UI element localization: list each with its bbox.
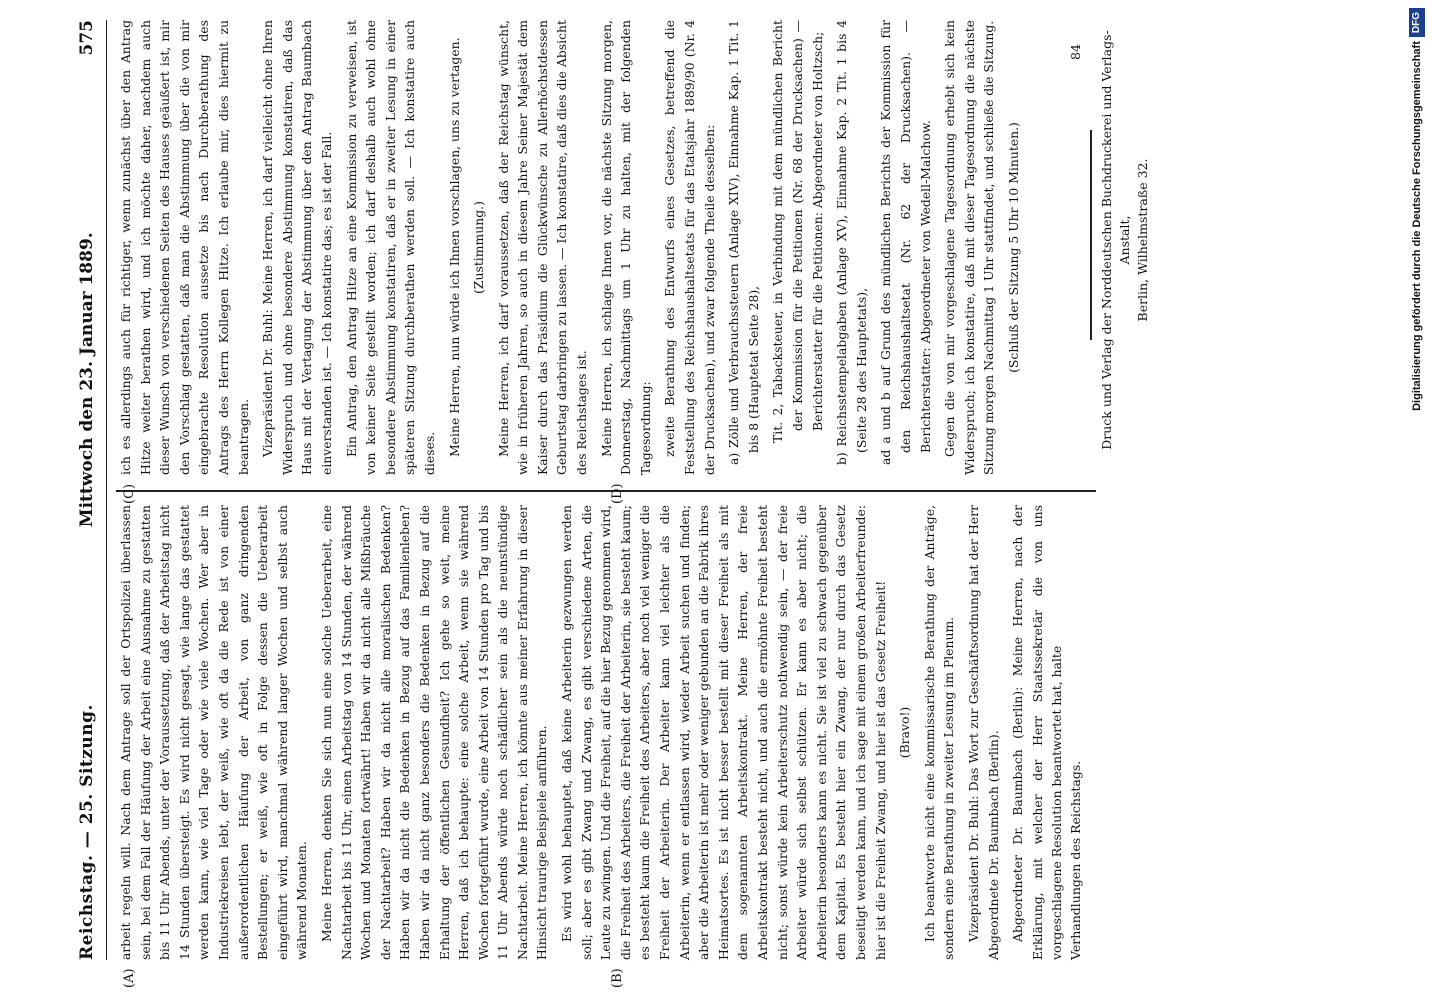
agenda-item-a: a) Zölle und Verbrauchssteuern (Anlage XIV), Einnahme Kap. 1 Tit. 1 bis 8 (Hauptetat Seite 28),: [726, 20, 761, 465]
margin-mark-a: (A): [122, 968, 137, 988]
margin-mark-d: (D): [610, 483, 625, 504]
imprint: [1098, 20, 1152, 460]
header-date: Mittwoch den 23. Januar 1889.: [77, 232, 97, 528]
agenda-item-ab: ad a und b auf Grund des mündlichen Berichts der Kommission für den Reichshaushaltsetat (Nr. 62 der Drucksachen). — Berichterstatter: Abgeordneter von Wedell-Malchow.: [878, 20, 933, 465]
rotated-page: [50, 0, 1150, 1000]
speaker-paragraph: Abgeordneter Dr. Baumbach (Berlin): Meine Herren, nach der Erklärung, mit welcher der Herr Staatssekretär die von uns vorgeschlagene Resolution beantwortet hat, halte: [1010, 505, 1065, 960]
imprint-line-1: Druck und Verlag der Norddeutschen Buchdruckerei und Verlags-Anstalt,: [1099, 30, 1132, 450]
session-close: (Schluß der Sitzung 5 Uhr 10 Minuten.): [1005, 122, 1021, 373]
speaker-paragraph: Vizepräsident Dr. Buhl: Meine Herren, ich darf vielleicht ohne Ihren Widerspruch und ohne besondere Abstimmung konstatiren, daß das Haus mit der Vertagung der Abstimmung über den Antrag Baumbach einverstanden ist. — Ich konstatire das; es ist der Fall.: [260, 20, 334, 475]
sheet-number: 84: [1068, 44, 1083, 60]
agenda-item-b: b) Reichsstempelabgaben (Anlage XV), Einnahme Kap. 2 Tit. 1 bis 4 (Seite 28 des Hauptetats),: [834, 20, 869, 465]
paragraph: Meine Herren, nun würde ich Ihnen vorschlagen, uns zu vertagen.: [446, 37, 462, 457]
left-column: [116, 505, 1130, 960]
margin-mark-b: (B): [610, 968, 625, 988]
paragraph: Gegen die von mir vorgeschlagene Tagesordnung erhebt sich kein Widerspruch; ich konstatire, daß mit dieser Tagesordnung die nächste Sitzung morgen Nachmittag 1 Uhr stattfindet, und schließe die Sitzung.: [942, 20, 997, 475]
header-left: Reichstag. — 25. Sitzung.: [77, 704, 97, 960]
dfg-logo: DFG: [1409, 8, 1425, 37]
paragraph: Meine Herren, denken Sie sich nun eine solche Ueberarbeit, eine Nachtarbeit bis 11 Uhr, einen Arbeitstag von 14 Stunden, der während Wochen und Monaten fortwährt! Haben wir da nicht alle Mißbräuche der Nachtarbeit? Haben wir da nicht alle moralischen Bedenken? Haben wir da nicht die Bedenken in Bezug auf das Familienleben? Haben wir da nicht ganz besonders die Bedenken in Bezug auf die Erhaltung der öffentlichen Gesundheit? Ich gehe so weit, meine Herren, daß ich behaupte: eine solche Arbeit, wenn sie während Wochen fortgeführt wurde, eine Arbeit von 14 Stunden pro Tag und bis 11 Uhr Abends würde noch schädlicher sein als die neunstündige Nachtarbeit. Meine Herren, ich könnte aus meiner Erfahrung in dieser Hinsicht traurige Beispiele anführen.: [318, 505, 550, 960]
page-number: 575: [77, 20, 97, 56]
paragraph: arbeit regeln will. Nach dem Antrage soll der Ortspolizei überlassen sein, bei dem Fall der Häufung der Arbeit eine Ausnahme zu gestatten bis 11 Uhr Abends, unter der Voraussetzung, daß der Arbeitstag nicht 14 Stunden übersteigt. Es wird nicht gesagt, wie lange das gestattet werden kann, wie viel Tage oder wie viele Wochen. Wer aber in Industriekreisen lebt, der weiß, wie oft da die Rede ist von einer außerordentlichen Häufung der Arbeit, von ganz dringenden Bestellungen; er weiß, wie oft in Folge dessen die Ueberarbeit eingeführt wird, manchmal während langer Wochen und selbst auch während Monaten.: [118, 505, 310, 960]
right-column: [116, 20, 1130, 475]
speaker-paragraph: Vizepräsident Dr. Buhl: Das Wort zur Geschäftsordnung hat der Herr Abgeordnete Dr. Baumbach (Berlin).: [965, 505, 1001, 960]
page-header: [68, 20, 107, 960]
paragraph: Meine Herren, ich darf voraussetzen, daß der Reichstag wünscht, wie in früheren Jahren, so auch in diesem Jahre Seiner Majestät dem Kaiser durch das Präsidium die Glückwünsche zu Allerhöchstdessen Geburtstag darbringen zu lassen. — Ich konstatire, daß dies die Absicht des Reichstages ist.: [495, 20, 590, 475]
paragraph: ich es allerdings auch für richtiger, wenn zunächst über den Antrag Hitze weiter berathen wird, und ich möchte daher, nachdem auch dieser Wunsch von verschiedenen Seiten des Hauses geäußert ist, mir den Vorschlag gestatten, daß man die Abstimmung über die von mir eingebrachte Resolution aussetze bis nach Durchberathung des Antrags des Herrn Kollegen Hitze. Ich erlaube mir, dies hiermit zu beantragen.: [118, 20, 251, 475]
interjection-zustimmung: (Zustimmung.): [471, 201, 487, 294]
dfg-stamp: [1406, 8, 1428, 708]
paragraph: Ein Antrag, den Antrag Hitze an eine Kommission zu verweisen, ist von keiner Seite gestellt worden; ich darf deshalb auch wohl ohne besondere Abstimmung konstatiren, daß er in zweiter Lesung in einer späteren Sitzung durchberathen werden soll. — Ich konstatire auch dieses.: [343, 20, 437, 475]
agenda-item-a-sub: Tit. 2, Tabacksteuer, in Verbindung mit dem mündlichen Bericht der Kommission für die Petitionen (Nr. 68 der Drucksachen) — Berichterstatter für die Petitionen: Abgeordneter von Holtzsch;: [770, 20, 825, 443]
imprint-line-2: Berlin, Wilhelmstraße 32.: [1135, 158, 1150, 322]
agenda-intro: zweite Berathung des Entwurfs eines Gesetzes, betreffend die Feststellung des Reichshaushaltsetats für das Etatsjahr 1889/90 (Nr. 4 der Drucksachen), und zwar folgende Theile desselben:: [662, 20, 717, 475]
paragraph: Meine Herren, ich schlage Ihnen vor, die nächste Sitzung morgen, Donnerstag, Nachmittags um 1 Uhr zu halten, mit der folgenden Tagesordnung:: [598, 20, 653, 475]
paragraph: Ich beantworte nicht eine kommissarische Berathung der Anträge, sondern eine Berathung in zweiter Lesung im Plenum.: [921, 505, 957, 960]
margin-mark-c: (C): [122, 483, 137, 504]
column-divider: [116, 491, 1096, 493]
paragraph: Es wird wohl behauptet, daß keine Arbeiterin gezwungen werden soll; aber es gibt Zwang und Zwang, es gibt verschiedene Arten, die Leute zu zwingen. Und die Freiheit, auf die hier Bezug genommen wird, die Freiheit des Arbeiters, die Freiheit der Arbeiterin, sie besteht kaum; es besteht kaum die Freiheit des Arbeiters, aber noch viel weniger die Freiheit der Arbeiterin. Der Arbeiter kann viel leichter als die Arbeiterin, wenn er entlassen wird, wieder Arbeit suchen und finden; aber die Arbeiterin ist mehr oder weniger gebunden an die Fabrik ihres Heimatsortes. Es ist nicht besser bestellt mit dieser Freiheit als mit dem sogenannten Arbeitskontrakt. Meine Herren, der freie Arbeitskontrakt besteht nicht, und auch die ermöhnte Freiheit besteht nicht; sonst würde kein Arbeiterschutz nothwendig sein, — der freie Arbeiter würde sich selbst schützen. Er kann es aber nicht; die Arbeiterin besonders kann es nicht. Sie ist viel zu schwach gegenüber dem Kapital. Es besteht hier ein Zwang, der nur durch das Gesetz beseitigt werden kann, und ich sage mit einem großen Arbeiterfreunde: hier ist die Freiheit Zwang, und hier ist das Gesetz Freiheit!: [559, 505, 888, 960]
interjection-bravo: (Bravo!): [897, 706, 913, 759]
footer-left: Verhandlungen des Reichstags.: [1068, 760, 1083, 960]
imprint-rule: [1090, 130, 1092, 340]
dfg-stamp-text: Digitalisierung gefördert durch die Deutsche Forschungsgemeinschaft: [1411, 41, 1423, 411]
